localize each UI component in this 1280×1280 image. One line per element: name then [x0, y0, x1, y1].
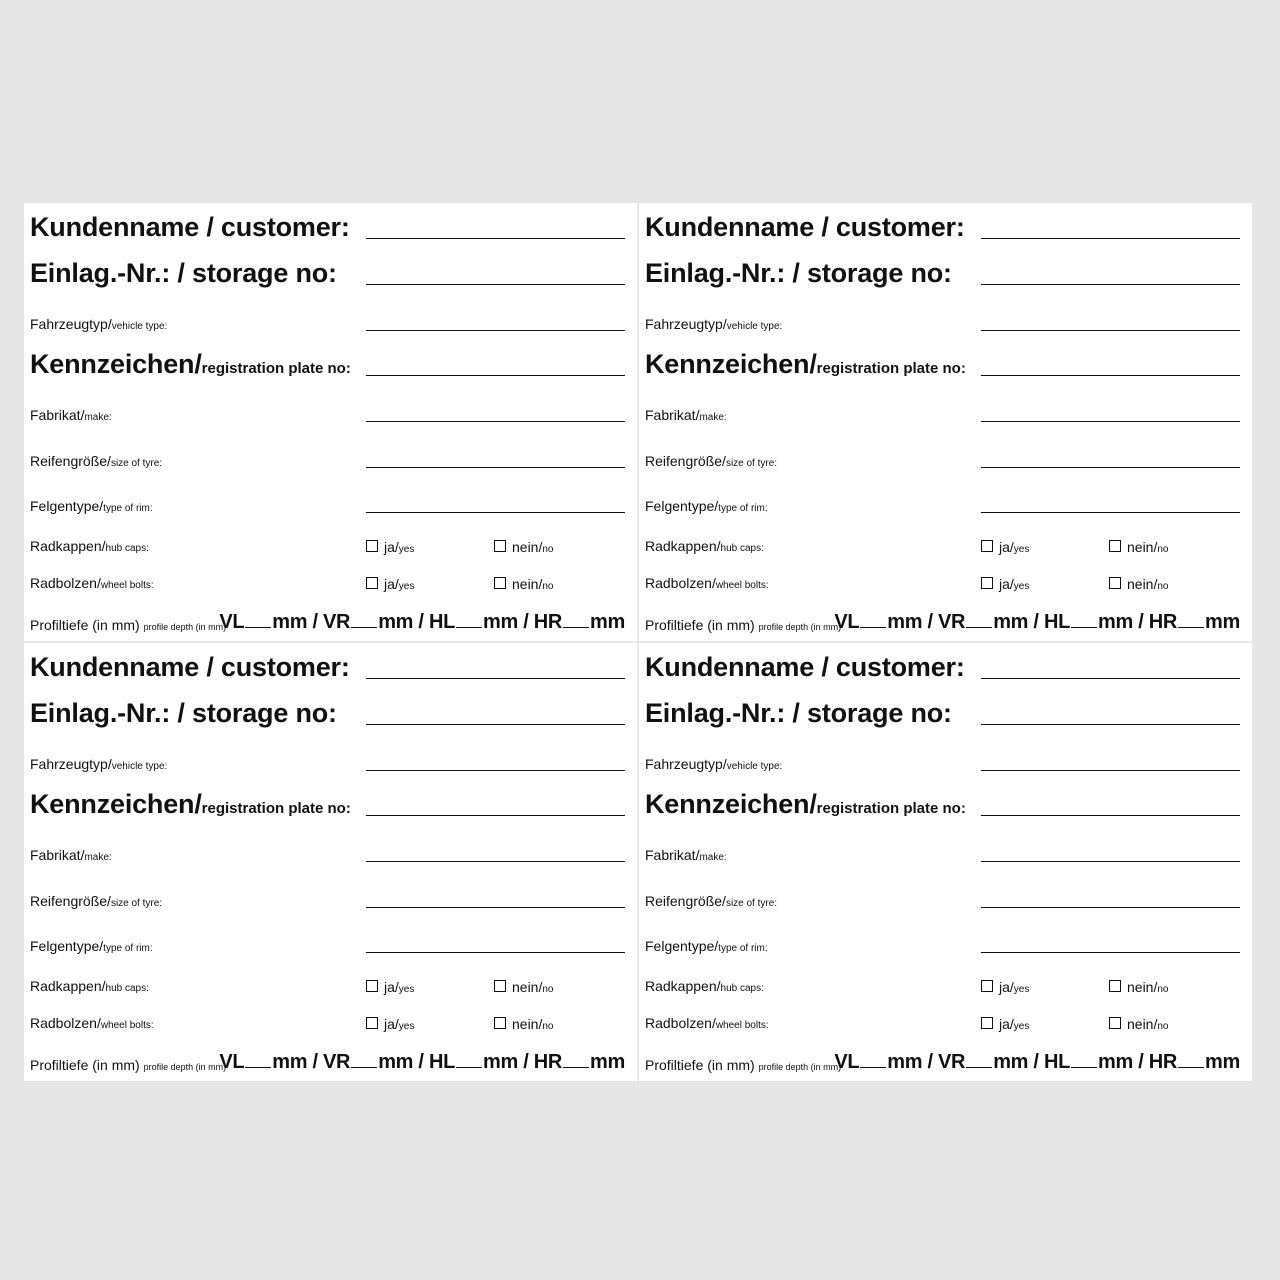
- vehicle-row: [30, 295, 625, 335]
- plate-label: Kennzeichen/registration plate no:: [645, 789, 966, 819]
- depth-values: VL mm / VR mm / HL mm / HR mm: [834, 1051, 1240, 1073]
- depth-vl-field[interactable]: [860, 1067, 886, 1068]
- rim-field[interactable]: [981, 952, 1240, 953]
- plate-label: Kennzeichen/registration plate no:: [30, 349, 351, 379]
- depth-vr-field[interactable]: [351, 1067, 377, 1068]
- make-label: Fabrikat/make:: [645, 407, 727, 423]
- depth-vr-field[interactable]: [351, 627, 377, 628]
- tyre-row: [645, 872, 1240, 912]
- depth-values: VL mm / VR mm / HL mm / HR mm: [834, 611, 1240, 633]
- customer-field[interactable]: [366, 238, 625, 239]
- make-field[interactable]: [981, 421, 1240, 422]
- hubcaps-row: [30, 517, 625, 557]
- tyre-label: Reifengröße/size of tyre:: [645, 893, 778, 909]
- plate-row: [30, 780, 625, 820]
- rim-label: Felgentype/type of rim:: [645, 498, 768, 514]
- depth-row: [645, 594, 1240, 634]
- storage-label: Einlag.-Nr.: / storage no:: [645, 258, 952, 288]
- tyre-row: [645, 432, 1240, 472]
- depth-vl-field[interactable]: [245, 627, 271, 628]
- checkbox-icon: [981, 540, 993, 552]
- tyre-storage-label: [639, 203, 1252, 641]
- vehicle-row: [645, 295, 1240, 335]
- tyre-row: [30, 872, 625, 912]
- rim-field[interactable]: [981, 512, 1240, 513]
- depth-row: [30, 594, 625, 634]
- depth-label: Profiltiefe (in mm) profile depth (in mm): [30, 617, 227, 633]
- tyre-field[interactable]: [366, 467, 625, 468]
- hubcaps-label: Radkappen/hub caps:: [645, 978, 764, 994]
- hubcaps-no-checkbox[interactable]: nein/no: [1109, 980, 1168, 995]
- label-sheet: [24, 203, 1252, 1081]
- hubcaps-label: Radkappen/hub caps:: [645, 538, 764, 554]
- customer-row: [645, 203, 1240, 243]
- make-field[interactable]: [981, 861, 1240, 862]
- hubcaps-no-checkbox[interactable]: nein/no: [494, 540, 553, 555]
- rim-label: Felgentype/type of rim:: [30, 938, 153, 954]
- bolts-yes-checkbox[interactable]: ja/yes: [981, 577, 1029, 592]
- tyre-storage-label: [639, 643, 1252, 1081]
- storage-label: Einlag.-Nr.: / storage no:: [30, 698, 337, 728]
- rim-row: [30, 477, 625, 517]
- checkbox-icon: [494, 577, 506, 589]
- vehicle-label: Fahrzeugtyp/vehicle type:: [645, 316, 783, 332]
- rim-label: Felgentype/type of rim:: [30, 498, 153, 514]
- vehicle-label: Fahrzeugtyp/vehicle type:: [645, 756, 783, 772]
- tyre-row: [30, 432, 625, 472]
- storage-row: [645, 249, 1240, 289]
- depth-hr-field[interactable]: [1178, 1067, 1204, 1068]
- hubcaps-yes-checkbox[interactable]: ja/yes: [366, 980, 414, 995]
- hubcaps-label: Radkappen/hub caps:: [30, 538, 149, 554]
- depth-hl-field[interactable]: [1071, 1067, 1097, 1068]
- depth-label: Profiltiefe (in mm) profile depth (in mm): [645, 617, 842, 633]
- customer-label: Kundenname / customer:: [645, 652, 965, 682]
- checkbox-icon: [981, 577, 993, 589]
- checkbox-icon: [1109, 540, 1121, 552]
- depth-hr-field[interactable]: [563, 1067, 589, 1068]
- storage-field[interactable]: [981, 284, 1240, 285]
- hubcaps-row: [645, 957, 1240, 997]
- customer-label: Kundenname / customer:: [30, 212, 350, 242]
- checkbox-icon: [366, 1017, 378, 1029]
- rim-label: Felgentype/type of rim:: [645, 938, 768, 954]
- checkbox-icon: [1109, 577, 1121, 589]
- vehicle-row: [645, 735, 1240, 775]
- tyre-label: Reifengröße/size of tyre:: [30, 893, 163, 909]
- depth-vl-field[interactable]: [860, 627, 886, 628]
- depth-hr-field[interactable]: [1178, 627, 1204, 628]
- customer-row: [30, 203, 625, 243]
- tyre-label: Reifengröße/size of tyre:: [30, 453, 163, 469]
- checkbox-icon: [494, 1017, 506, 1029]
- customer-label: Kundenname / customer:: [645, 212, 965, 242]
- checkbox-icon: [494, 540, 506, 552]
- plate-field[interactable]: [366, 815, 625, 816]
- bolts-label: Radbolzen/wheel bolts:: [645, 1015, 769, 1031]
- bolts-row: [645, 554, 1240, 594]
- checkbox-icon: [981, 980, 993, 992]
- depth-label: Profiltiefe (in mm) profile depth (in mm): [30, 1057, 227, 1073]
- make-row: [645, 826, 1240, 866]
- vehicle-field[interactable]: [366, 330, 625, 331]
- bolts-row: [30, 994, 625, 1034]
- tyre-field[interactable]: [366, 907, 625, 908]
- customer-row: [645, 643, 1240, 683]
- bolts-label: Radbolzen/wheel bolts:: [30, 1015, 154, 1031]
- vehicle-label: Fahrzeugtyp/vehicle type:: [30, 316, 168, 332]
- storage-field[interactable]: [981, 724, 1240, 725]
- storage-row: [645, 689, 1240, 729]
- depth-vr-field[interactable]: [966, 1067, 992, 1068]
- plate-label: Kennzeichen/registration plate no:: [30, 789, 351, 819]
- bolts-yes-checkbox[interactable]: ja/yes: [366, 577, 414, 592]
- hubcaps-yes-checkbox[interactable]: ja/yes: [981, 540, 1029, 555]
- storage-label: Einlag.-Nr.: / storage no:: [30, 258, 337, 288]
- make-label: Fabrikat/make:: [645, 847, 727, 863]
- depth-vl-field[interactable]: [245, 1067, 271, 1068]
- tyre-field[interactable]: [981, 467, 1240, 468]
- depth-row: [645, 1034, 1240, 1074]
- vehicle-row: [30, 735, 625, 775]
- make-label: Fabrikat/make:: [30, 847, 112, 863]
- plate-field[interactable]: [981, 815, 1240, 816]
- hubcaps-no-checkbox[interactable]: nein/no: [494, 980, 553, 995]
- tyre-field[interactable]: [981, 907, 1240, 908]
- rim-row: [645, 477, 1240, 517]
- bolts-no-checkbox[interactable]: nein/no: [1109, 1017, 1168, 1032]
- plate-field[interactable]: [981, 375, 1240, 376]
- depth-vr-field[interactable]: [966, 627, 992, 628]
- customer-field[interactable]: [981, 238, 1240, 239]
- hubcaps-yes-checkbox[interactable]: ja/yes: [981, 980, 1029, 995]
- bolts-row: [30, 554, 625, 594]
- checkbox-icon: [366, 980, 378, 992]
- make-row: [30, 386, 625, 426]
- hubcaps-no-checkbox[interactable]: nein/no: [1109, 540, 1168, 555]
- make-label: Fabrikat/make:: [30, 407, 112, 423]
- checkbox-icon: [1109, 1017, 1121, 1029]
- depth-hr-field[interactable]: [563, 627, 589, 628]
- depth-hl-field[interactable]: [1071, 627, 1097, 628]
- make-field[interactable]: [366, 421, 625, 422]
- checkbox-icon: [366, 577, 378, 589]
- rim-field[interactable]: [366, 512, 625, 513]
- make-row: [30, 826, 625, 866]
- vehicle-field[interactable]: [981, 330, 1240, 331]
- hubcaps-row: [30, 957, 625, 997]
- storage-field[interactable]: [366, 724, 625, 725]
- checkbox-icon: [1109, 980, 1121, 992]
- checkbox-icon: [981, 1017, 993, 1029]
- bolts-label: Radbolzen/wheel bolts:: [30, 575, 154, 591]
- depth-row: [30, 1034, 625, 1074]
- vehicle-field[interactable]: [366, 770, 625, 771]
- storage-row: [30, 249, 625, 289]
- depth-label: Profiltiefe (in mm) profile depth (in mm): [645, 1057, 842, 1073]
- customer-field[interactable]: [366, 678, 625, 679]
- bolts-no-checkbox[interactable]: nein/no: [1109, 577, 1168, 592]
- bolts-no-checkbox[interactable]: nein/no: [494, 577, 553, 592]
- hubcaps-row: [645, 517, 1240, 557]
- storage-row: [30, 689, 625, 729]
- plate-row: [30, 340, 625, 380]
- customer-row: [30, 643, 625, 683]
- plate-field[interactable]: [366, 375, 625, 376]
- make-field[interactable]: [366, 861, 625, 862]
- bolts-row: [645, 994, 1240, 1034]
- bolts-yes-checkbox[interactable]: ja/yes: [366, 1017, 414, 1032]
- plate-label: Kennzeichen/registration plate no:: [645, 349, 966, 379]
- bolts-yes-checkbox[interactable]: ja/yes: [981, 1017, 1029, 1032]
- rim-row: [30, 917, 625, 957]
- bolts-label: Radbolzen/wheel bolts:: [645, 575, 769, 591]
- bolts-no-checkbox[interactable]: nein/no: [494, 1017, 553, 1032]
- depth-hl-field[interactable]: [456, 627, 482, 628]
- plate-row: [645, 340, 1240, 380]
- storage-label: Einlag.-Nr.: / storage no:: [645, 698, 952, 728]
- vehicle-label: Fahrzeugtyp/vehicle type:: [30, 756, 168, 772]
- vehicle-field[interactable]: [981, 770, 1240, 771]
- depth-values: VL mm / VR mm / HL mm / HR mm: [219, 1051, 625, 1073]
- hubcaps-yes-checkbox[interactable]: ja/yes: [366, 540, 414, 555]
- checkbox-icon: [366, 540, 378, 552]
- tyre-label: Reifengröße/size of tyre:: [645, 453, 778, 469]
- make-row: [645, 386, 1240, 426]
- rim-field[interactable]: [366, 952, 625, 953]
- depth-hl-field[interactable]: [456, 1067, 482, 1068]
- depth-values: VL mm / VR mm / HL mm / HR mm: [219, 611, 625, 633]
- rim-row: [645, 917, 1240, 957]
- customer-label: Kundenname / customer:: [30, 652, 350, 682]
- tyre-storage-label: [24, 203, 637, 641]
- hubcaps-label: Radkappen/hub caps:: [30, 978, 149, 994]
- plate-row: [645, 780, 1240, 820]
- storage-field[interactable]: [366, 284, 625, 285]
- tyre-storage-label: [24, 643, 637, 1081]
- checkbox-icon: [494, 980, 506, 992]
- customer-field[interactable]: [981, 678, 1240, 679]
